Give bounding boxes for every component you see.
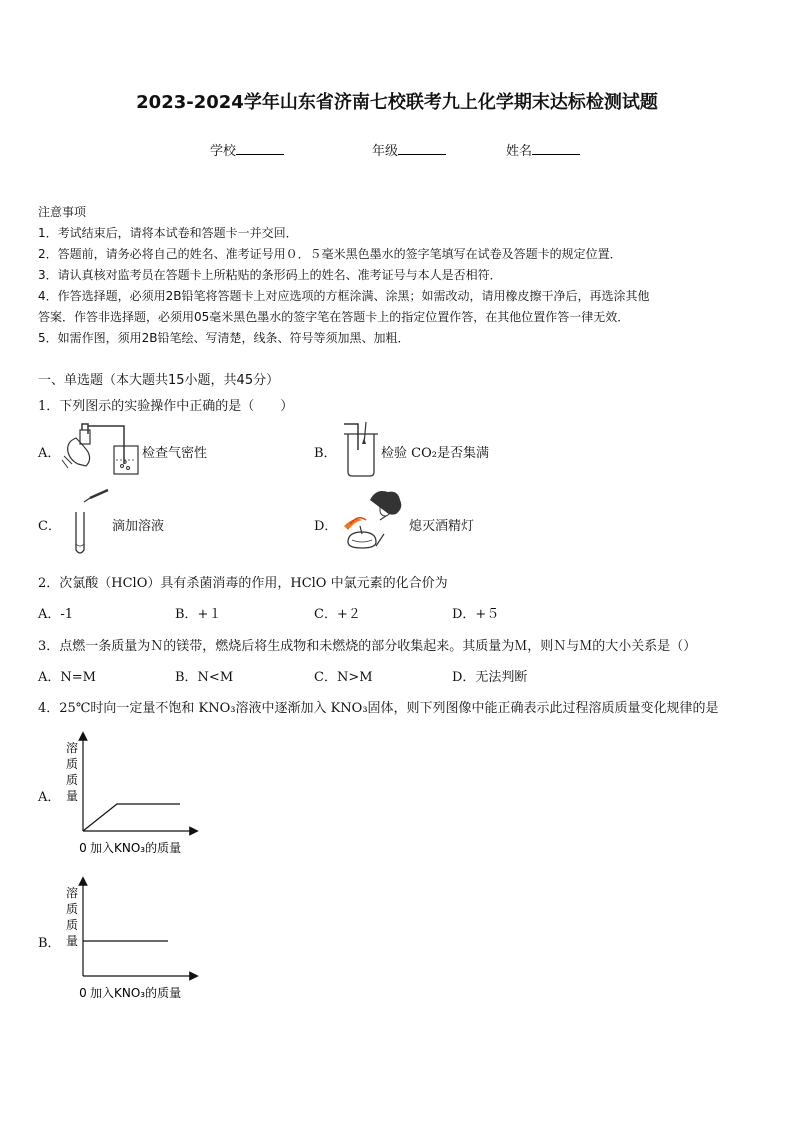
q3-option-b[interactable]: B．N<M bbox=[175, 670, 234, 685]
q4-graph-b-origin: 0 bbox=[79, 986, 87, 1000]
q1-option-a-letter[interactable]: A． bbox=[38, 446, 61, 461]
question-3-stem: 3．点燃一条质量为Ｎ的镁带，燃烧后将生成物和未燃烧的部分收集起来。其质量为Ｍ，则Ｎ与Ｍ的大小关系是（） bbox=[38, 639, 697, 654]
q3-option-a[interactable]: A．N=M bbox=[38, 670, 96, 685]
q2-option-b[interactable]: B．+１ bbox=[175, 607, 222, 622]
q2-option-a[interactable]: A．-1 bbox=[38, 607, 74, 622]
school-label: 学校 bbox=[210, 144, 237, 159]
school-blank[interactable] bbox=[236, 142, 284, 155]
q3-option-c[interactable]: C．N>M bbox=[314, 670, 373, 685]
q4-graph-a-ylabel-3: 质 bbox=[65, 773, 79, 787]
q4-graph-a bbox=[58, 730, 208, 860]
airtightness-check-image bbox=[58, 420, 142, 478]
q4-graph-b-ylabel-3: 质 bbox=[65, 918, 79, 932]
q4-graph-a-ylabel-4: 量 bbox=[65, 789, 79, 803]
q4-graph-a-ylabel-1: 溶 bbox=[65, 741, 79, 755]
q1-option-c-letter[interactable]: C． bbox=[38, 519, 61, 534]
q4-graph-b-ylabel-2: 质 bbox=[65, 902, 79, 916]
q1-option-d-label: 熄灭酒精灯 bbox=[409, 519, 475, 534]
page-title: 2023-2024学年山东省济南七校联考九上化学期末达标检测试题 bbox=[136, 92, 658, 113]
q1-option-b-letter[interactable]: B． bbox=[314, 446, 337, 461]
q4-graph-b-ylabel-1: 溶 bbox=[65, 886, 79, 900]
name-label: 姓名 bbox=[506, 144, 533, 159]
q4-graph-b bbox=[58, 875, 208, 1005]
question-1-stem: 1．下列图示的实验操作中正确的是（ ） bbox=[38, 399, 294, 414]
q3-option-d[interactable]: D．无法判断 bbox=[452, 670, 528, 685]
q1-option-b-label: 检验 CO₂是否集满 bbox=[381, 446, 489, 461]
q4-option-a-letter[interactable]: A． bbox=[38, 790, 61, 805]
q1-option-d-letter[interactable]: D． bbox=[314, 519, 338, 534]
note-item: 1．考试结束后，请将本试卷和答题卡一并交回． bbox=[38, 226, 298, 240]
q4-graph-a-curve bbox=[83, 804, 180, 831]
note-item: 3．请认真核对监考员在答题卡上所粘贴的条形码上的姓名、准考证号与本人是否相符． bbox=[38, 268, 502, 282]
grade-blank[interactable] bbox=[398, 142, 446, 155]
grade-field[interactable] bbox=[372, 140, 446, 159]
q1-option-c-label: 滴加溶液 bbox=[112, 519, 165, 534]
alcohol-lamp-image bbox=[340, 486, 410, 556]
grade-label: 年级 bbox=[372, 144, 399, 159]
q4-option-b-letter[interactable]: B． bbox=[38, 936, 61, 951]
section-header: 一、单选题（本大题共15小题，共45分） bbox=[38, 373, 280, 388]
dropper-image bbox=[68, 488, 112, 556]
notes-heading: 注意事项 bbox=[38, 205, 87, 219]
q2-option-c[interactable]: C．+２ bbox=[314, 607, 361, 622]
question-2-stem: 2．次氯酸（HClO）具有杀菌消毒的作用，HClO 中氯元素的化合价为 bbox=[38, 576, 448, 591]
note-item: 答案．作答非选择题，必须用05毫米黑色墨水的签字笔在答题卡上的指定位置作答，在其他位置作答一律无效． bbox=[38, 310, 630, 324]
name-blank[interactable] bbox=[532, 142, 580, 155]
note-item: 4．作答选择题，必须用2B铅笔将答题卡上对应选项的方框涂满、涂黑；如需改动，请用橡皮擦干净后，再选涂其他 bbox=[38, 289, 650, 303]
question-4-stem: 4．25℃时向一定量不饱和 KNO₃溶液中逐渐加入 KNO₃固体，则下列图像中能正确表示此过程溶质质量变化规律的是 bbox=[38, 701, 719, 716]
q4-graph-b-ylabel-4: 量 bbox=[65, 934, 79, 948]
q4-graph-b-xlabel: 加入KNO₃的质量 bbox=[90, 986, 182, 1000]
q4-graph-a-xlabel: 加入KNO₃的质量 bbox=[90, 841, 182, 855]
q2-option-d[interactable]: D．+５ bbox=[452, 607, 500, 622]
name-field[interactable] bbox=[506, 140, 580, 159]
co2-test-image bbox=[340, 420, 380, 480]
q4-graph-a-origin: 0 bbox=[79, 841, 87, 855]
q4-graph-a-ylabel-2: 质 bbox=[65, 757, 79, 771]
q1-option-a-label: 检查气密性 bbox=[142, 446, 208, 461]
school-field[interactable] bbox=[210, 140, 284, 159]
note-item: 5．如需作图，须用2B铅笔绘、写清楚，线条、符号等须加黑、加粗． bbox=[38, 331, 410, 345]
note-item: 2．答题前，请务必将自己的姓名、准考证号用０．５毫米黑色墨水的签字笔填写在试卷及答题卡的规定位置． bbox=[38, 247, 622, 261]
